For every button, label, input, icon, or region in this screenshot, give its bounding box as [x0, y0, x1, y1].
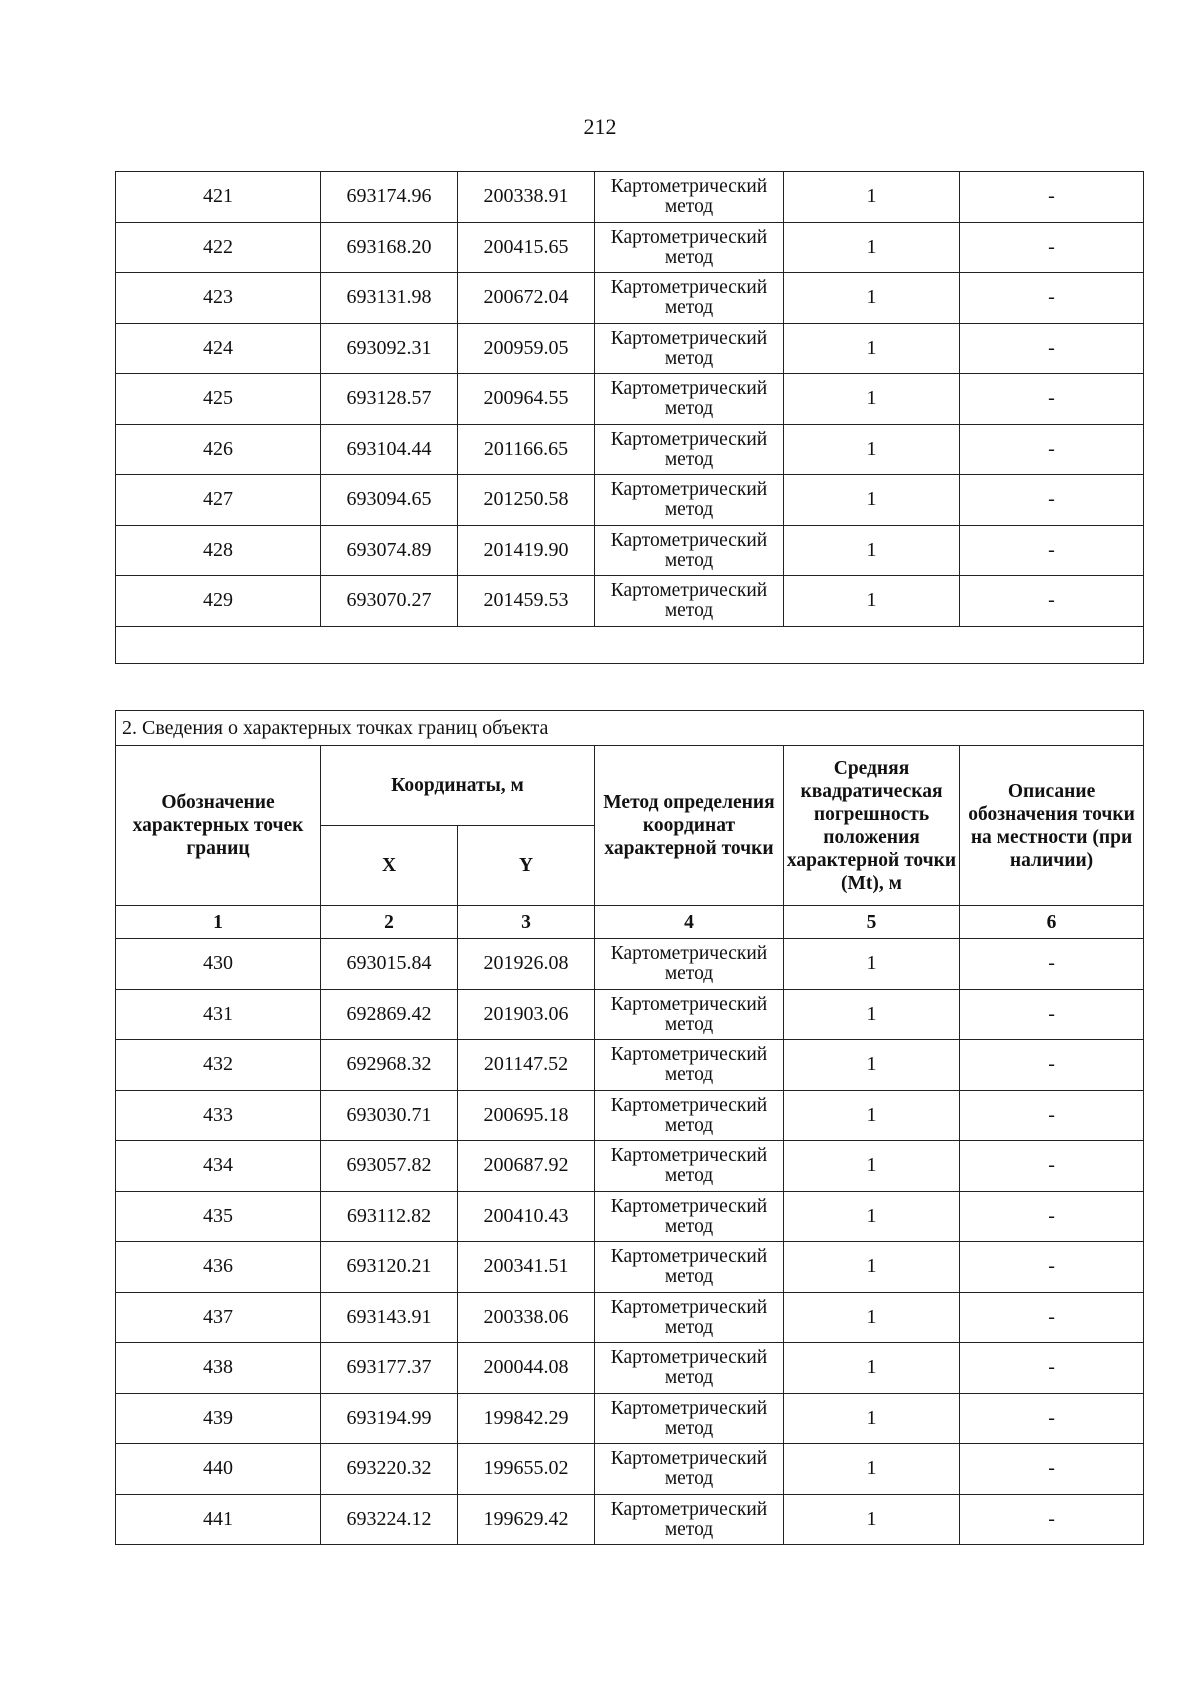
- method-cell: [595, 1090, 784, 1141]
- error-cell: 1: [784, 1444, 960, 1495]
- method-cell: [595, 525, 784, 576]
- table-row: [116, 1090, 1144, 1141]
- description-cell: -: [960, 1292, 1144, 1343]
- x-coordinate-cell: 693092.31: [321, 323, 458, 374]
- point-number-cell: 438: [116, 1343, 321, 1394]
- method-cell: [595, 273, 784, 324]
- method-line1: Картометрический: [610, 479, 768, 501]
- method-line2: метод: [664, 297, 714, 319]
- method-line1: Картометрический: [610, 226, 768, 248]
- x-coordinate-cell: 692968.32: [321, 1040, 458, 1091]
- method-cell: [595, 1141, 784, 1192]
- error-cell: 1: [784, 576, 960, 627]
- description-cell: -: [960, 1444, 1144, 1495]
- table-row: [116, 475, 1144, 526]
- method-line2: метод: [664, 1013, 714, 1035]
- method-line2: метод: [664, 1165, 714, 1187]
- y-coordinate-cell: 200341.51: [458, 1242, 595, 1293]
- x-coordinate-cell: 693174.96: [321, 172, 458, 223]
- table-row: [116, 1191, 1144, 1242]
- column-number: 5: [784, 906, 960, 939]
- method-line2: метод: [664, 1215, 714, 1237]
- empty-cell: [116, 626, 1144, 663]
- table-row: [116, 576, 1144, 627]
- description-cell: -: [960, 424, 1144, 475]
- description-cell: -: [960, 939, 1144, 990]
- error-cell: 1: [784, 1292, 960, 1343]
- column-number: 2: [321, 906, 458, 939]
- method-cell: [595, 1444, 784, 1495]
- description-cell: -: [960, 1242, 1144, 1293]
- y-coordinate-cell: 200687.92: [458, 1141, 595, 1192]
- points-table-continued-body: [116, 172, 1144, 664]
- y-coordinate-cell: 201926.08: [458, 939, 595, 990]
- description-cell: -: [960, 323, 1144, 374]
- x-coordinate-cell: 693057.82: [321, 1141, 458, 1192]
- y-coordinate-cell: 200672.04: [458, 273, 595, 324]
- description-cell: -: [960, 525, 1144, 576]
- error-cell: 1: [784, 374, 960, 425]
- y-coordinate-cell: 200964.55: [458, 374, 595, 425]
- y-coordinate-cell: 199842.29: [458, 1393, 595, 1444]
- method-line2: метод: [664, 1417, 714, 1439]
- x-coordinate-cell: 693220.32: [321, 1444, 458, 1495]
- description-cell: -: [960, 1040, 1144, 1091]
- table-row: [116, 989, 1144, 1040]
- method-line1: Картометрический: [610, 1448, 768, 1470]
- x-coordinate-cell: 693143.91: [321, 1292, 458, 1343]
- point-number-cell: 439: [116, 1393, 321, 1444]
- method-line2: метод: [664, 1518, 714, 1540]
- method-line1: Картометрический: [610, 1195, 768, 1217]
- table-row: [116, 525, 1144, 576]
- error-cell: 1: [784, 1242, 960, 1293]
- x-coordinate-cell: 693224.12: [321, 1494, 458, 1545]
- table-row: [116, 273, 1144, 324]
- x-coordinate-cell: 693168.20: [321, 222, 458, 273]
- error-cell: 1: [784, 1343, 960, 1394]
- method-cell: [595, 424, 784, 475]
- column-number: 4: [595, 906, 784, 939]
- table-row: [116, 1494, 1144, 1545]
- x-coordinate-cell: 693112.82: [321, 1191, 458, 1242]
- method-line1: Картометрический: [610, 993, 768, 1015]
- method-cell: [595, 475, 784, 526]
- table-row: [116, 1141, 1144, 1192]
- method-line2: метод: [664, 246, 714, 268]
- error-cell: 1: [784, 1393, 960, 1444]
- method-cell: [595, 1343, 784, 1394]
- description-cell: -: [960, 1343, 1144, 1394]
- x-coordinate-cell: 693094.65: [321, 475, 458, 526]
- method-line2: метод: [664, 398, 714, 420]
- error-cell: 1: [784, 475, 960, 526]
- x-coordinate-cell: 693015.84: [321, 939, 458, 990]
- column-numbers-row: [116, 906, 1144, 939]
- point-number-cell: 431: [116, 989, 321, 1040]
- table-row: [116, 172, 1144, 223]
- method-line1: Картометрический: [610, 176, 768, 198]
- error-cell: 1: [784, 323, 960, 374]
- header-point-designation: Обозначение характерных точек границ: [116, 746, 321, 906]
- method-line1: Картометрический: [610, 1498, 768, 1520]
- point-number-cell: 429: [116, 576, 321, 627]
- method-cell: [595, 222, 784, 273]
- header-x: X: [321, 826, 458, 906]
- method-line1: Картометрический: [610, 580, 768, 602]
- error-cell: 1: [784, 424, 960, 475]
- x-coordinate-cell: 693030.71: [321, 1090, 458, 1141]
- point-number-cell: 432: [116, 1040, 321, 1091]
- table-row: [116, 424, 1144, 475]
- y-coordinate-cell: 201419.90: [458, 525, 595, 576]
- method-cell: [595, 323, 784, 374]
- method-line2: метод: [664, 196, 714, 218]
- method-line2: метод: [664, 549, 714, 571]
- method-cell: [595, 989, 784, 1040]
- y-coordinate-cell: 200415.65: [458, 222, 595, 273]
- table-row: [116, 222, 1144, 273]
- y-coordinate-cell: 201147.52: [458, 1040, 595, 1091]
- header-mean-square-error: Средняя квадратическая погрешность положения характерной точки (Mt), м: [784, 746, 960, 906]
- method-line2: метод: [664, 347, 714, 369]
- points-table-continued: [115, 171, 1144, 664]
- description-cell: -: [960, 576, 1144, 627]
- method-line2: метод: [664, 963, 714, 985]
- error-cell: 1: [784, 273, 960, 324]
- error-cell: 1: [784, 989, 960, 1040]
- x-coordinate-cell: 693131.98: [321, 273, 458, 324]
- method-line2: метод: [664, 1468, 714, 1490]
- error-cell: 1: [784, 939, 960, 990]
- method-line1: Картометрический: [610, 1145, 768, 1167]
- method-cell: [595, 1393, 784, 1444]
- y-coordinate-cell: 200338.06: [458, 1292, 595, 1343]
- table-row: [116, 939, 1144, 990]
- method-line1: Картометрический: [610, 1347, 768, 1369]
- y-coordinate-cell: 201903.06: [458, 989, 595, 1040]
- point-number-cell: 427: [116, 475, 321, 526]
- method-line1: Картометрический: [610, 428, 768, 450]
- table-row: [116, 1242, 1144, 1293]
- method-cell: [595, 172, 784, 223]
- table-row: [116, 1444, 1144, 1495]
- error-cell: 1: [784, 1191, 960, 1242]
- description-cell: -: [960, 1191, 1144, 1242]
- empty-row: [116, 626, 1144, 663]
- error-cell: 1: [784, 1494, 960, 1545]
- description-cell: -: [960, 222, 1144, 273]
- point-number-cell: 437: [116, 1292, 321, 1343]
- point-number-cell: 423: [116, 273, 321, 324]
- y-coordinate-cell: 200338.91: [458, 172, 595, 223]
- point-number-cell: 426: [116, 424, 321, 475]
- method-line2: метод: [664, 600, 714, 622]
- point-number-cell: 428: [116, 525, 321, 576]
- method-cell: [595, 1191, 784, 1242]
- method-line2: метод: [664, 1316, 714, 1338]
- method-line1: Картометрический: [610, 277, 768, 299]
- error-cell: 1: [784, 1040, 960, 1091]
- error-cell: 1: [784, 1141, 960, 1192]
- table-row: [116, 374, 1144, 425]
- x-coordinate-cell: 693070.27: [321, 576, 458, 627]
- page-number: 212: [583, 114, 617, 139]
- header-y: Y: [458, 826, 595, 906]
- error-cell: 1: [784, 172, 960, 223]
- table-row: [116, 1343, 1144, 1394]
- x-coordinate-cell: 693074.89: [321, 525, 458, 576]
- table-row: [116, 323, 1144, 374]
- point-number-cell: 421: [116, 172, 321, 223]
- x-coordinate-cell: 693194.99: [321, 1393, 458, 1444]
- method-line1: Картометрический: [610, 1246, 768, 1268]
- description-cell: -: [960, 1494, 1144, 1545]
- method-line1: Картометрический: [610, 1094, 768, 1116]
- header-coordinates: Координаты, м: [321, 746, 595, 826]
- method-line2: метод: [664, 1367, 714, 1389]
- y-coordinate-cell: 199655.02: [458, 1444, 595, 1495]
- description-cell: -: [960, 273, 1144, 324]
- method-line1: Картометрический: [610, 1296, 768, 1318]
- x-coordinate-cell: 693177.37: [321, 1343, 458, 1394]
- column-number: 1: [116, 906, 321, 939]
- table-row: [116, 1292, 1144, 1343]
- column-number: 3: [458, 906, 595, 939]
- method-cell: [595, 1040, 784, 1091]
- x-coordinate-cell: 693120.21: [321, 1242, 458, 1293]
- y-coordinate-cell: 200410.43: [458, 1191, 595, 1242]
- method-cell: [595, 374, 784, 425]
- y-coordinate-cell: 201250.58: [458, 475, 595, 526]
- description-cell: -: [960, 1090, 1144, 1141]
- description-cell: -: [960, 1141, 1144, 1192]
- method-cell: [595, 939, 784, 990]
- method-line1: Картометрический: [610, 1397, 768, 1419]
- method-cell: [595, 1494, 784, 1545]
- description-cell: -: [960, 1393, 1144, 1444]
- method-line2: метод: [664, 1114, 714, 1136]
- method-line2: метод: [664, 1064, 714, 1086]
- y-coordinate-cell: 200044.08: [458, 1343, 595, 1394]
- table-row: [116, 1393, 1144, 1444]
- method-line1: Картометрический: [610, 1044, 768, 1066]
- method-cell: [595, 576, 784, 627]
- method-cell: [595, 1292, 784, 1343]
- description-cell: -: [960, 374, 1144, 425]
- table-row: [116, 1040, 1144, 1091]
- table-caption: 2. Сведения о характерных точках границ объекта: [116, 711, 1144, 746]
- point-number-cell: 433: [116, 1090, 321, 1141]
- method-line2: метод: [664, 448, 714, 470]
- method-line2: метод: [664, 1266, 714, 1288]
- description-cell: -: [960, 989, 1144, 1040]
- x-coordinate-cell: 693128.57: [321, 374, 458, 425]
- header-description: Описание обозначения точки на местности (при наличии): [960, 746, 1144, 906]
- y-coordinate-cell: 199629.42: [458, 1494, 595, 1545]
- x-coordinate-cell: 693104.44: [321, 424, 458, 475]
- error-cell: 1: [784, 1090, 960, 1141]
- method-line2: метод: [664, 499, 714, 521]
- point-number-cell: 440: [116, 1444, 321, 1495]
- boundary-points-table: [115, 710, 1144, 1545]
- y-coordinate-cell: 200695.18: [458, 1090, 595, 1141]
- point-number-cell: 441: [116, 1494, 321, 1545]
- boundary-points-table-body: [116, 939, 1144, 1545]
- point-number-cell: 434: [116, 1141, 321, 1192]
- header-method: Метод определения координат характерной точки: [595, 746, 784, 906]
- method-cell: [595, 1242, 784, 1293]
- point-number-cell: 424: [116, 323, 321, 374]
- error-cell: 1: [784, 525, 960, 576]
- point-number-cell: 425: [116, 374, 321, 425]
- error-cell: 1: [784, 222, 960, 273]
- y-coordinate-cell: 201459.53: [458, 576, 595, 627]
- method-line1: Картометрический: [610, 529, 768, 551]
- y-coordinate-cell: 200959.05: [458, 323, 595, 374]
- point-number-cell: 430: [116, 939, 321, 990]
- x-coordinate-cell: 692869.42: [321, 989, 458, 1040]
- y-coordinate-cell: 201166.65: [458, 424, 595, 475]
- method-line1: Картометрический: [610, 943, 768, 965]
- point-number-cell: 436: [116, 1242, 321, 1293]
- method-line1: Картометрический: [610, 327, 768, 349]
- column-number: 6: [960, 906, 1144, 939]
- description-cell: -: [960, 172, 1144, 223]
- method-line1: Картометрический: [610, 378, 768, 400]
- point-number-cell: 435: [116, 1191, 321, 1242]
- description-cell: -: [960, 475, 1144, 526]
- point-number-cell: 422: [116, 222, 321, 273]
